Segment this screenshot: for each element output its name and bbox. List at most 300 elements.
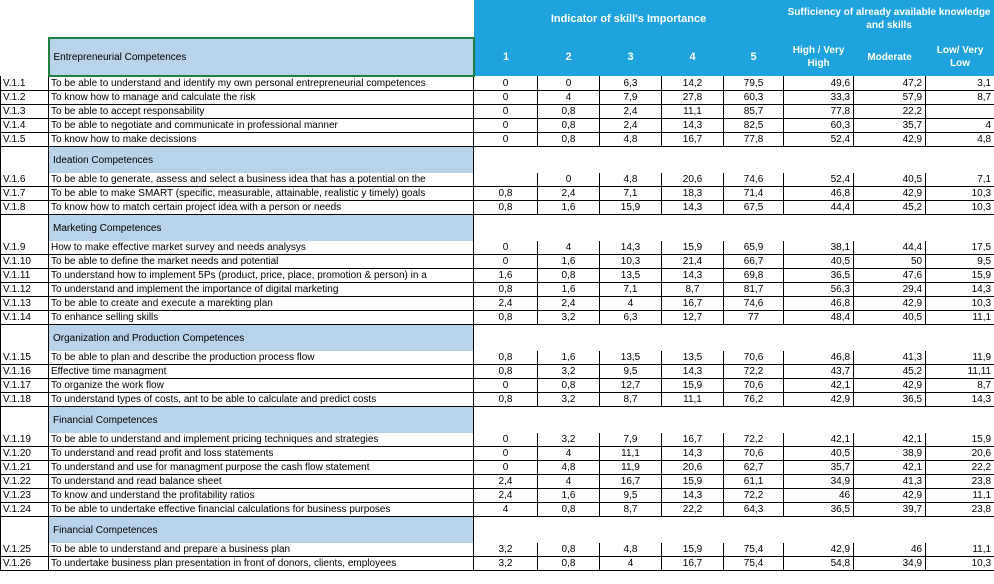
spacer-cell [474,147,994,174]
sufficiency-value: 38,9 [854,447,926,461]
importance-value: 82,5 [724,119,784,133]
importance-value: 1,6 [538,283,600,297]
sufficiency-value: 40,5 [854,311,926,325]
sufficiency-value: 22,2 [854,105,926,119]
sufficiency-value: 42,9 [784,393,854,407]
importance-value: 6,3 [600,76,662,91]
importance-value: 14,3 [662,489,724,503]
importance-value: 9,5 [600,489,662,503]
row-code: V.1.12 [1,283,49,297]
importance-value: 16,7 [662,297,724,311]
row-description: To understand and read balance sheet [49,475,474,489]
spacer-cell [1,147,49,174]
row-description: To be able to negotiate and communicate in professional manner [49,119,474,133]
table-row [1,76,994,91]
scale-header: 3 [600,38,662,76]
sufficiency-value: 14,3 [926,283,994,297]
spacer-cell [1,517,49,544]
row-description: To be able to plan and describe the production process flow [49,351,474,365]
row-code: V.1.14 [1,311,49,325]
sufficiency-value: 42,9 [854,187,926,201]
importance-value: 0,8 [474,187,538,201]
importance-value: 14,3 [662,119,724,133]
importance-value: 10,3 [600,255,662,269]
scale-header: 1 [474,38,538,76]
row-code: V.1.13 [1,297,49,311]
sufficiency-value: 11,1 [926,489,994,503]
group-title: Entrepreneurial Competences [49,38,474,76]
sufficiency-value: 29,4 [854,283,926,297]
row-description: To understand types of costs, ant to be able to calculate and predict costs [49,393,474,407]
importance-value: 3,2 [538,311,600,325]
importance-value: 3,2 [474,557,538,571]
importance-value: 15,9 [662,475,724,489]
table-row [1,133,994,147]
sufficiency-value: 10,3 [926,297,994,311]
table-row [1,91,994,105]
importance-value: 0 [538,173,600,187]
importance-value: 6,3 [600,311,662,325]
importance-value: 0 [474,379,538,393]
sufficiency-value: 10,3 [926,557,994,571]
sufficiency-value: 44,4 [784,201,854,215]
sufficiency-value: 40,5 [854,173,926,187]
importance-value: 3,2 [538,393,600,407]
sufficiency-value: 41,3 [854,475,926,489]
group-header-row [1,215,994,242]
sufficiency-value: 46 [854,543,926,557]
importance-value: 14,3 [662,365,724,379]
importance-value: 11,1 [600,447,662,461]
importance-value: 1,6 [538,201,600,215]
importance-value: 7,9 [600,433,662,447]
sufficiency-value: 42,9 [784,543,854,557]
sufficiency-value: 44,4 [854,241,926,255]
importance-value: 4 [538,91,600,105]
importance-value: 0 [474,105,538,119]
importance-value: 60,3 [724,91,784,105]
importance-value: 77 [724,311,784,325]
importance-value: 21,4 [662,255,724,269]
importance-value: 1,6 [474,269,538,283]
sufficiency-value: 50 [854,255,926,269]
importance-value: 16,7 [600,475,662,489]
sufficiency-value: 42,1 [854,433,926,447]
sufficiency-value: 8,7 [926,91,994,105]
row-code: V.1.9 [1,241,49,255]
row-code: V.1.15 [1,351,49,365]
row-description: To be able to generate, assess and select a business idea that has a potential on the [49,173,474,187]
sufficiency-value: 49,6 [784,76,854,91]
importance-value: 0 [474,255,538,269]
importance-value: 4 [600,297,662,311]
group-title: Financial Competences [49,407,474,434]
importance-value: 0,8 [538,557,600,571]
row-description: To be able to undertake effective financial calculations for business purposes [49,503,474,517]
sufficiency-value: 47,6 [854,269,926,283]
importance-value: 14,2 [662,76,724,91]
row-code: V.1.23 [1,489,49,503]
sufficiency-value: 23,8 [926,503,994,517]
importance-value: 11,1 [662,105,724,119]
importance-value: 0,8 [474,311,538,325]
row-code: V.1.7 [1,187,49,201]
importance-value: 14,3 [600,241,662,255]
importance-value: 12,7 [600,379,662,393]
importance-value: 0,8 [474,351,538,365]
row-code: V.1.17 [1,379,49,393]
row-code: V.1.26 [1,557,49,571]
sufficiency-value: 38,1 [784,241,854,255]
row-code: V.1.3 [1,105,49,119]
importance-value: 18,3 [662,187,724,201]
importance-value: 0,8 [474,201,538,215]
importance-value: 75,4 [724,557,784,571]
row-code: V.1.5 [1,133,49,147]
importance-value: 70,6 [724,351,784,365]
row-description: To be able to accept responsability [49,105,474,119]
importance-value: 4 [538,447,600,461]
sufficiency-value: 42,1 [784,433,854,447]
row-description: Effective time managment [49,365,474,379]
importance-value: 4 [474,503,538,517]
spacer-cell [1,407,49,434]
importance-value: 0,8 [474,393,538,407]
row-code: V.1.21 [1,461,49,475]
importance-value: 7,1 [600,187,662,201]
sufficiency-value: 11,9 [926,351,994,365]
importance-value: 85,7 [724,105,784,119]
sufficiency-value: 15,9 [926,269,994,283]
row-description: To be able to define the market needs and potential [49,255,474,269]
row-code: V.1.22 [1,475,49,489]
sufficiency-value: 35,7 [854,119,926,133]
importance-value: 4,8 [600,173,662,187]
sufficiency-value: 41,3 [854,351,926,365]
sufficiency-value: 10,3 [926,187,994,201]
importance-value: 4 [538,241,600,255]
importance-value: 8,7 [600,393,662,407]
scale-header: 5 [724,38,784,76]
importance-value: 0 [474,133,538,147]
importance-value: 8,7 [662,283,724,297]
importance-value: 2,4 [538,187,600,201]
sufficiency-value: 77,8 [784,105,854,119]
importance-value: 0,8 [538,119,600,133]
table-row [1,365,994,379]
importance-value: 3,2 [474,543,538,557]
importance-value: 74,6 [724,173,784,187]
importance-value: 20,6 [662,461,724,475]
table-body [1,76,994,571]
importance-value: 0,8 [538,133,600,147]
sufficiency-value: 10,3 [926,201,994,215]
table-row [1,119,994,133]
importance-value: 14,3 [662,201,724,215]
importance-value: 12,7 [662,311,724,325]
importance-value: 0 [474,91,538,105]
sufficiency-value: 34,9 [784,475,854,489]
importance-value: 20,6 [662,173,724,187]
table-row [1,433,994,447]
sufficiency-value: 11,1 [926,311,994,325]
importance-value: 4,8 [538,461,600,475]
table-row [1,447,994,461]
importance-value: 4 [538,475,600,489]
importance-value: 61,1 [724,475,784,489]
sufficiency-value: 45,2 [854,201,926,215]
importance-value: 0 [538,76,600,91]
importance-value: 0,8 [474,365,538,379]
spacer-cell [474,325,994,352]
spacer-cell [1,325,49,352]
importance-value: 67,5 [724,201,784,215]
row-description: To be able to make SMART (specific, measurable, attainable, realistic y timely) goals [49,187,474,201]
sufficiency-value: 60,3 [784,119,854,133]
sufficiency-value: 7,1 [926,173,994,187]
importance-value: 0 [474,433,538,447]
spacer-cell [474,517,994,544]
importance-value: 0,8 [538,379,600,393]
table-row [1,105,994,119]
sufficiency-value: 46 [784,489,854,503]
importance-value: 11,1 [662,393,724,407]
row-code: V.1.18 [1,393,49,407]
sufficiency-value: 15,9 [926,433,994,447]
row-code: V.1.11 [1,269,49,283]
table-row [1,297,994,311]
importance-value: 0 [474,119,538,133]
row-description: To understand how to implement 5Ps (product, price, place, promotion & person) in a [49,269,474,283]
row-code: V.1.6 [1,173,49,187]
row-description: To know how to match certain project idea with a person or needs [49,201,474,215]
sufficiency-value: 23,8 [926,475,994,489]
row-description: To know how to manage and calculate the risk [49,91,474,105]
importance-value: 69,8 [724,269,784,283]
importance-value: 72,2 [724,489,784,503]
sufficiency-title: Sufficiency of already available knowledge and skills [784,0,994,38]
sufficiency-value: 4,8 [926,133,994,147]
importance-value: 1,6 [538,351,600,365]
importance-value: 79,5 [724,76,784,91]
importance-value: 3,2 [538,365,600,379]
row-description: To undertake business plan presentation in front of donors, clients, employees [49,557,474,571]
importance-value [474,173,538,187]
spacer-cell [1,215,49,242]
importance-value: 11,9 [600,461,662,475]
spacer-cell [474,215,994,242]
table-row [1,489,994,503]
importance-value: 64,3 [724,503,784,517]
importance-value: 75,4 [724,543,784,557]
sufficiency-value: 42,1 [784,379,854,393]
importance-value: 16,7 [662,557,724,571]
row-description: To enhance selling skills [49,311,474,325]
importance-value: 15,9 [662,241,724,255]
importance-value: 0 [474,76,538,91]
sufficiency-value: 11,11 [926,365,994,379]
row-description: To be able to understand and identify my own personal entrepreneurial competences [49,76,474,91]
table-row [1,393,994,407]
row-code: V.1.20 [1,447,49,461]
importance-value: 3,2 [538,433,600,447]
sufficiency-value: 3,1 [926,76,994,91]
row-code: V.1.19 [1,433,49,447]
importance-value: 2,4 [474,297,538,311]
table-row [1,503,994,517]
importance-value: 2,4 [474,475,538,489]
sufficiency-value: 39,7 [854,503,926,517]
importance-value: 0,8 [538,105,600,119]
importance-value: 72,2 [724,365,784,379]
importance-value: 1,6 [538,489,600,503]
scale-header: 4 [662,38,724,76]
level-header: Moderate [854,38,926,76]
table-row [1,311,994,325]
importance-value: 16,7 [662,133,724,147]
row-description: To be able to create and execute a marekting plan [49,297,474,311]
group-header-row [1,147,994,174]
row-code: V.1.10 [1,255,49,269]
row-description: To understand and implement the importance of digital marketing [49,283,474,297]
row-code: V.1.4 [1,119,49,133]
importance-value: 0 [474,447,538,461]
sufficiency-value: 35,7 [784,461,854,475]
level-header: High / Very High [784,38,854,76]
table-row [1,283,994,297]
table-row [1,475,994,489]
sufficiency-value: 36,5 [854,393,926,407]
importance-value: 16,7 [662,433,724,447]
row-description: To understand and read profit and loss statements [49,447,474,461]
sufficiency-value: 20,6 [926,447,994,461]
sufficiency-value: 17,5 [926,241,994,255]
importance-value: 77,8 [724,133,784,147]
table-row [1,173,994,187]
row-description: To be able to understand and implement pricing techniques and strategies [49,433,474,447]
row-code: V.1.8 [1,201,49,215]
sufficiency-value: 52,4 [784,133,854,147]
importance-value: 0,8 [538,269,600,283]
importance-value: 76,2 [724,393,784,407]
group-header-row [1,517,994,544]
importance-value: 13,5 [600,269,662,283]
sufficiency-value: 4 [926,119,994,133]
row-description: To organize the work flow [49,379,474,393]
sufficiency-value: 42,9 [854,379,926,393]
row-code: V.1.25 [1,543,49,557]
importance-value: 0,8 [474,283,538,297]
row-description: To know how to make decissions [49,133,474,147]
importance-value: 15,9 [662,543,724,557]
sufficiency-value: 46,8 [784,187,854,201]
sufficiency-value: 46,8 [784,351,854,365]
row-code: V.1.16 [1,365,49,379]
importance-value: 0,8 [538,543,600,557]
sufficiency-value: 36,5 [784,269,854,283]
sufficiency-value: 48,4 [784,311,854,325]
importance-value: 13,5 [600,351,662,365]
sufficiency-value: 57,9 [854,91,926,105]
spacer-cell [474,407,994,434]
sufficiency-value: 42,9 [854,489,926,503]
importance-value: 1,6 [538,255,600,269]
importance-value: 4,8 [600,133,662,147]
group-title: Financial Competences [49,517,474,544]
sufficiency-value: 42,9 [854,133,926,147]
table-row [1,241,994,255]
sufficiency-value: 40,5 [784,255,854,269]
importance-value: 2,4 [600,119,662,133]
group-header-row [1,325,994,352]
group-title: Organization and Production Competences [49,325,474,352]
table-row [1,269,994,283]
sufficiency-value: 46,8 [784,297,854,311]
scale-header: 2 [538,38,600,76]
table-row [1,379,994,393]
sufficiency-value: 36,5 [784,503,854,517]
row-code: V.1.2 [1,91,49,105]
sufficiency-value: 22,2 [926,461,994,475]
row-description: To understand and use for managment purpose the cash flow statement [49,461,474,475]
row-description: How to make effective market survey and needs analysys [49,241,474,255]
table-row [1,557,994,571]
importance-value: 0,8 [538,503,600,517]
importance-value: 9,5 [600,365,662,379]
importance-value: 71,4 [724,187,784,201]
row-code: V.1.1 [1,76,49,91]
importance-value: 70,6 [724,379,784,393]
table-row [1,187,994,201]
sufficiency-value: 9,5 [926,255,994,269]
sufficiency-value: 56,3 [784,283,854,297]
table-row [1,543,994,557]
row-code: V.1.24 [1,503,49,517]
group-title: Marketing Competences [49,215,474,242]
importance-value: 0 [474,241,538,255]
importance-value: 27,8 [662,91,724,105]
sufficiency-value: 47,2 [854,76,926,91]
table-row [1,351,994,365]
importance-value: 62,7 [724,461,784,475]
sufficiency-value: 8,7 [926,379,994,393]
importance-value: 13,5 [662,351,724,365]
sufficiency-value: 11,1 [926,543,994,557]
table-row [1,201,994,215]
table-row [1,461,994,475]
sufficiency-value: 14,3 [926,393,994,407]
importance-value: 7,1 [600,283,662,297]
importance-value: 14,3 [662,447,724,461]
sufficiency-value [926,105,994,119]
row-description: To be able to understand and prepare a business plan [49,543,474,557]
group-title: Ideation Competences [49,147,474,174]
importance-title: Indicator of skill's Importance [474,0,784,38]
sufficiency-value: 33,3 [784,91,854,105]
sufficiency-value: 45,2 [854,365,926,379]
sufficiency-value: 52,4 [784,173,854,187]
importance-value: 7,9 [600,91,662,105]
table-row [1,255,994,269]
importance-value: 0 [474,461,538,475]
group-header-row [1,407,994,434]
importance-value: 15,9 [600,201,662,215]
importance-value: 72,2 [724,433,784,447]
importance-value: 81,7 [724,283,784,297]
importance-value: 4,8 [600,543,662,557]
importance-value: 2,4 [600,105,662,119]
sufficiency-value: 54,8 [784,557,854,571]
